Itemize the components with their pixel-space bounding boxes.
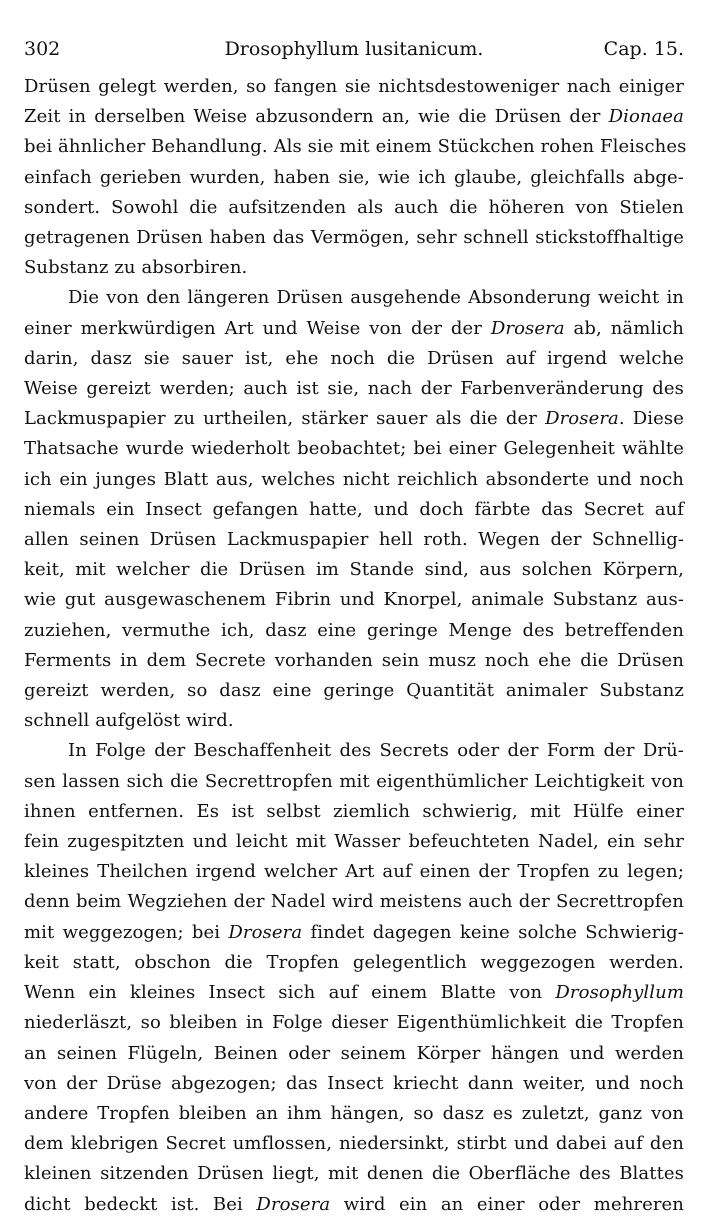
text-line: ihnen entfernen. Es ist selbst ziemlich schwierig, mit Hülfe einer (24, 800, 684, 822)
text-line: niederläszt, so bleiben in Folge dieser Eigenthümlichkeit die Tropfen (24, 1012, 684, 1034)
text-line: allen seinen Drüsen Lackmuspapier hell roth. Wegen der Schnellig- (24, 529, 684, 551)
text-line: fein zugespitzten und leicht mit Wasser befeuchteten Nadel, ein sehr (24, 831, 684, 853)
taxon-name: Drosera (545, 408, 619, 430)
paragraph-3 (24, 736, 684, 1219)
text-line: In Folge der Beschaffenheit des Secrets oder der Form der Drü- (68, 740, 684, 762)
text-line: wie gut ausgewaschenem Fibrin und Knorpel, animale Substanz aus- (24, 589, 684, 611)
text-line: gereizt werden, so dasz eine geringe Quantität animaler Substanz (24, 680, 684, 702)
taxon-name: Drosophyllum (555, 982, 684, 1004)
text-line: einer merkwürdigen Art und Weise von der der Drosera ab, nämlich (24, 317, 684, 339)
body-text (24, 72, 687, 1220)
text-line: kleinen sitzenden Drüsen liegt, mit denen die Oberfläche des Blattes (24, 1163, 684, 1185)
paragraph-1 (24, 72, 687, 283)
text-line: einfach gerieben wurden, haben sie, wie ich glaube, gleichfalls abge- (24, 166, 684, 188)
text-line: sen lassen sich die Secrettropfen mit eigenthümlicher Leichtigkeit von (24, 770, 684, 792)
text-line: denn beim Wegziehen der Nadel wird meistens auch der Secrettropfen (24, 891, 684, 913)
text-line: dicht bedeckt ist. Bei Drosera wird ein an einer oder mehreren (24, 1193, 684, 1215)
text-line: Thatsache wurde wiederholt beobachtet; bei einer Gelegenheit wählte (24, 438, 684, 460)
taxon-name: Drosera (256, 1193, 331, 1215)
text-line: keit, mit welcher die Drüsen im Stande sind, aus solchen Körpern, (24, 559, 684, 581)
text-line: andere Tropfen bleiben an ihm hängen, so dasz es zuletzt, ganz von (24, 1102, 684, 1124)
text-line: sondert. Sowohl die aufsitzenden als auch die höheren von Stielen (24, 196, 684, 218)
page-number: 302 (24, 38, 61, 60)
text-line: Zeit in derselben Weise abzusondern an, wie die Drüsen der Dionaea (24, 106, 684, 128)
text-line: zuziehen, vermuthe ich, dasz eine geringe Menge des betreffenden (24, 619, 684, 641)
text-line: ich ein junges Blatt aus, welches nicht reichlich absonderte und noch (24, 468, 684, 490)
running-head (24, 0, 684, 72)
text-line: keit statt, obschon die Tropfen gelegentlich weggezogen werden. (24, 951, 684, 973)
text-line: getragenen Drüsen haben das Vermögen, sehr schnell stickstoffhaltige (24, 227, 684, 249)
taxon-name: Dionaea (608, 106, 684, 128)
text-line: Wenn ein kleines Insect sich auf einem Blatte von Drosophyllum (24, 982, 684, 1004)
text-line: darin, dasz sie sauer ist, ehe noch die Drüsen auf irgend welche (24, 347, 684, 369)
text-line: bei ähnlicher Behandlung. Als sie mit einem Stückchen rohen Fleisches (24, 136, 687, 158)
text-line: Drüsen gelegt werden, so fangen sie nichtsdestoweniger nach einiger (24, 76, 684, 97)
taxon-name: Drosera (228, 921, 303, 943)
running-title: Drosophyllum lusitanicum. (224, 38, 484, 60)
paragraph-2 (24, 283, 684, 736)
text-line: Substanz zu absorbiren. (24, 257, 248, 279)
chapter-label: Cap. 15. (603, 38, 684, 60)
book-page (24, 0, 687, 1220)
text-line: mit weggezogen; bei Drosera findet dagegen keine solche Schwierig- (24, 921, 684, 943)
text-line: von der Drüse abgezogen; das Insect kriecht dann weiter, und noch (24, 1072, 684, 1094)
text-line: niemals ein Insect gefangen hatte, und doch färbte das Secret auf (24, 498, 684, 520)
text-line: dem klebrigen Secret umflossen, niedersinkt, stirbt und dabei auf den (24, 1133, 684, 1155)
taxon-name: Drosera (490, 317, 565, 339)
text-line: Lackmuspapier zu urtheilen, stärker sauer als die der Drosera. Diese (24, 408, 685, 430)
text-line: an seinen Flügeln, Beinen oder seinem Körper hängen und werden (24, 1042, 684, 1064)
text-line: kleines Theilchen irgend welcher Art auf einen der Tropfen zu legen; (24, 861, 684, 883)
text-line: Ferments in dem Secrete vorhanden sein musz noch ehe die Drüsen (24, 649, 684, 671)
text-line: schnell aufgelöst wird. (24, 710, 234, 732)
text-line: Weise gereizt werden; auch ist sie, nach der Farbenveränderung des (24, 378, 684, 400)
text-line: Die von den längeren Drüsen ausgehende Absonderung weicht in (68, 287, 684, 309)
